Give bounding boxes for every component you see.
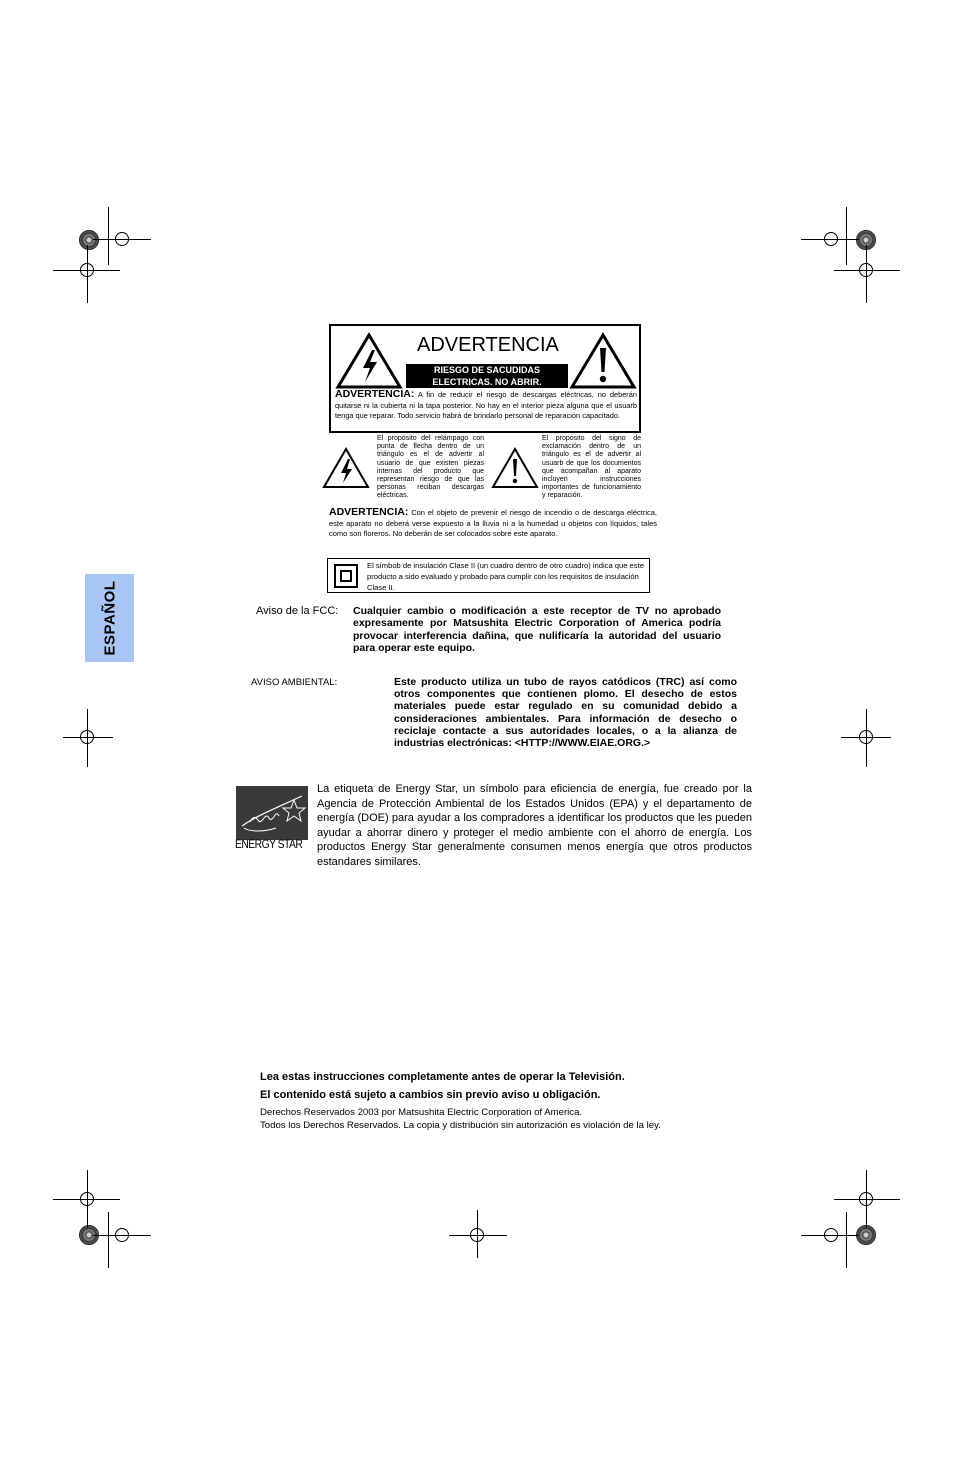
- crosshair-circle-icon: [859, 1192, 873, 1206]
- class-ii-double-square-icon: [334, 564, 358, 588]
- crosshair-circle-icon: [824, 1228, 838, 1242]
- language-tab-label: ESPAÑOL: [101, 580, 118, 656]
- crosshair-circle-icon: [80, 730, 94, 744]
- crosshair-circle-icon: [859, 730, 873, 744]
- exclamation-warning-icon: [569, 332, 637, 390]
- risk-line-2: ELECTRICAS. NO ABRIR.: [432, 376, 542, 387]
- crosshair-circle-icon: [80, 263, 94, 277]
- language-tab: [85, 574, 134, 662]
- footer-rights: Todos los Derechos Reservados. La copia y distribución sin autorización es violación de la ley.: [260, 1120, 661, 1131]
- environmental-text: Este producto utiliza un tubo de rayos catódicos (TRC) así como otros componentes que contienen plomo. El desecho de estos materiales puede estar regulado en su comunidad debido a consideraciones ambientales. Para información de desecho o reciclaje contacte a sus autoridades locales, o a la alianza de industrias electrónicas: <HTTP://WWW.EIAE.ORG.>: [394, 676, 737, 750]
- fcc-label: Aviso de la FCC:: [256, 605, 339, 617]
- warning-label: ADVERTENCIA:: [335, 388, 415, 400]
- energy-star-text: La etiqueta de Energy Star, un símbolo para eficiencia de energía, fue creado por la Agencia de Protección Ambiental de los Estados Unidos (EPA) y el departamento de energía (DOE) para ayudar a los compradores a identificar los productos que les pueden ayudar a ahorrar dinero y proteger el medio ambiente con el ahorro de energía. Los productos Energy Star generalmente consumen menos energía que otros productos estandares similares.: [317, 783, 752, 868]
- lightning-symbol-icon: [322, 447, 370, 489]
- warning-body: A fin de reducir el riesgo de descargas eléctricas, no deberán quitarse ni la cubierta ni la tapa posterior. No hay en el interior pieza alguna que el usuarb tenga que reparar. Todo servicio habrá de brindarlo personal de reparación capacitado.: [335, 390, 637, 420]
- class-ii-box: [327, 558, 650, 593]
- registration-rosette-icon: [79, 230, 99, 250]
- crosshair-circle-icon: [80, 1192, 94, 1206]
- registration-rosette-icon: [856, 1225, 876, 1245]
- fcc-text: Cualquier cambio o modificación a este receptor de TV no aprobado expresamente por Matsushita Electric Corporation of America podría provocar interferencia dañina, que nulificaría la autoridad del usuario para operar este equipo.: [353, 605, 721, 654]
- fire-warning-body: Con el objeto de prevenir el riesgo de incendio o de descarga eléctrica, este aparato no deberá verse expuesto a la lluvia ni a la humedad u objetos con líquidos, tales como son floreros. No deberán de ser colocados sobre este aparato.: [329, 508, 657, 538]
- warning-title: ADVERTENCIA: [417, 334, 559, 356]
- crosshair-circle-icon: [470, 1228, 484, 1242]
- lightning-warning-icon: [335, 332, 403, 390]
- footer-subject-to-change: El contenido está sujeto a cambios sin previo aviso u obligación.: [260, 1089, 601, 1101]
- fire-warning-text: [329, 507, 657, 540]
- footer-copyright: Derechos Reservados 2003 por Matsushita Electric Corporation of America.: [260, 1107, 583, 1118]
- crosshair-circle-icon: [115, 232, 129, 246]
- shock-risk-banner: [406, 364, 568, 388]
- energy-star-label: ENERGY STAR: [235, 839, 303, 851]
- exclamation-symbol-icon: [491, 447, 539, 489]
- environmental-label: AVISO AMBIENTAL:: [251, 677, 338, 688]
- crosshair-circle-icon: [859, 263, 873, 277]
- lightning-symbol-note: El propósito del relámpago con punta de flecha dentro de un triángulo es el de advertir al usuario de que existen piezas internas del producto que representan riesgo de que las personas reciban descargas eléctricas.: [377, 435, 484, 500]
- risk-line-1: RIESGO DE SACUDIDAS: [433, 365, 540, 375]
- crosshair-circle-icon: [115, 1228, 129, 1242]
- shock-warning-text: [335, 389, 637, 422]
- footer-read-instructions: Lea estas instrucciones completamente antes de operar la Televisión.: [260, 1071, 625, 1083]
- exclamation-symbol-note: El propósito del signo de exclamación dentro de un triángulo es el de advertir al usuarb de que los documentos que acompañan al aparato incluyen instrucciones importantes de funcionamiento y reparación.: [542, 435, 641, 500]
- crosshair-circle-icon: [824, 232, 838, 246]
- class-ii-text: El símbob de insulación Clase II (un cuadro dentro de otro cuadro) indica que este producto a sido evaluado y probado para cumplir con los requisitos de insulación Clase II.: [367, 561, 644, 592]
- energy-star-logo-icon: [236, 786, 308, 840]
- shock-warning-box: [329, 324, 641, 433]
- fire-warning-label: ADVERTENCIA:: [329, 506, 409, 518]
